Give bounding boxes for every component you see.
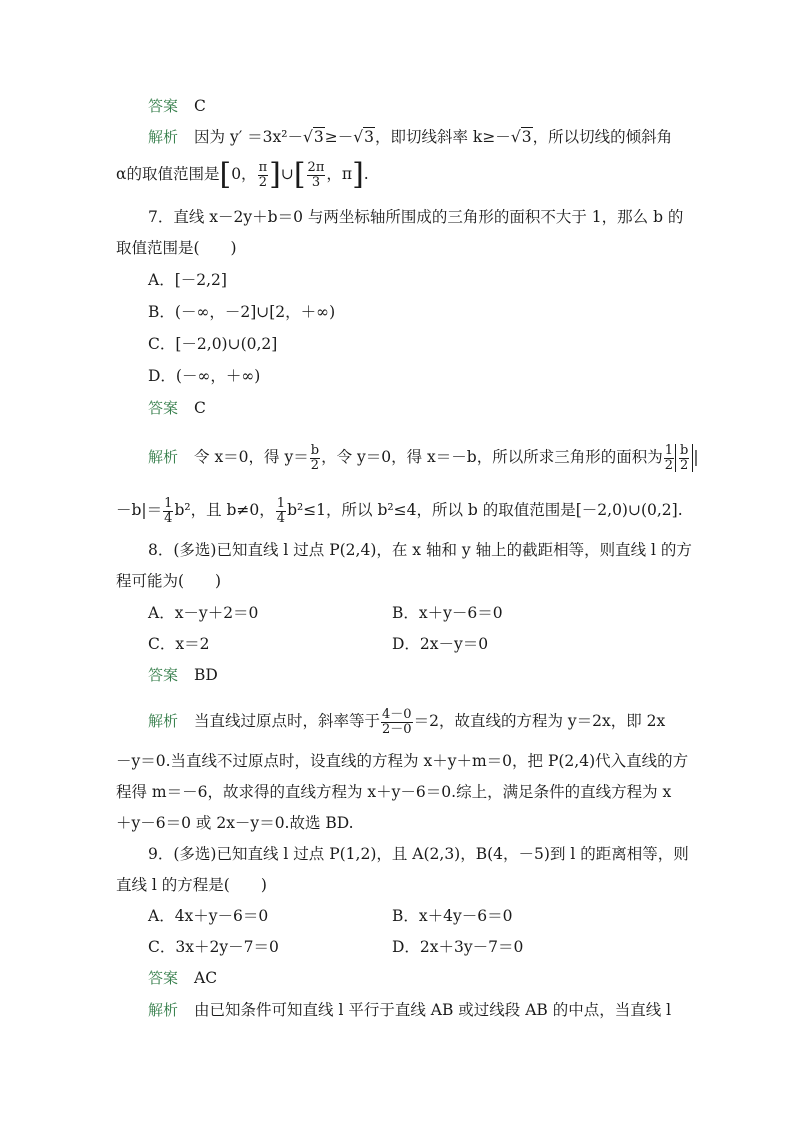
q7-option-d: D．(－∞，＋∞): [148, 367, 261, 385]
q8-option-d: D．2x－y＝0: [392, 635, 489, 653]
q8-option-a: A．x－y＋2＝0: [148, 604, 259, 622]
fraction: $\frac{1}{4}$: [276, 496, 286, 526]
sqrt-radicand: 3: [313, 128, 324, 146]
q8-analysis-line-2: －y＝0.当直线不过原点时，设直线的方程为 x＋y＋m＝0，把 P(2,4)代入直线的方: [116, 752, 689, 770]
analysis-text: －b|＝: [116, 501, 163, 520]
analysis-text: b²≤1，所以 b²≤4，所以 b 的取值范围是[－2,0)∪(0,2].: [287, 501, 683, 520]
analysis-text: ＝2，故直线的方程为 y＝2x，即 2x: [413, 712, 666, 731]
analysis-text: α的取值范围是: [116, 165, 220, 183]
analysis-text: .: [363, 165, 369, 183]
fraction: $\frac{\pi}{2}$: [258, 159, 268, 190]
bracket: [: [293, 157, 306, 192]
q7-stem-line-1: 7．直线 x－2y＋b＝0 与两坐标轴所围成的三角形的面积不大于 1，那么 b 的: [148, 208, 684, 226]
fraction: $\frac{2\pi}{3}$: [307, 159, 325, 190]
analysis-text: ，即切线斜率 k≥－: [375, 128, 511, 146]
q8-analysis-line-3: 程得 m＝－6，故求得的直线方程为 x＋y－6＝0.综上，满足条件的直线方程为 x: [116, 783, 672, 801]
fraction: $\frac{4-0}{2-0}$: [382, 707, 412, 737]
q8-option-c: C．x＝2: [148, 635, 210, 653]
q9-answer-line: [148, 971, 217, 987]
analysis-text: 当直线过原点时，斜率等于: [194, 712, 381, 731]
answer-label: 答案: [148, 666, 179, 684]
analysis-text: ，所以切线的倾斜角: [532, 128, 673, 146]
analysis-label: 解析: [148, 448, 179, 467]
absolute-value: [675, 444, 693, 472]
union-symbol: ∪: [280, 165, 294, 183]
q7-stem-line-2: 取值范围是( ): [116, 239, 237, 257]
q6-answer-line: [148, 99, 206, 115]
q9-stem-line-1: 9．(多选)已知直线 l 过点 P(1,2)，且 A(2,3)，B(4，－5)到 l 的距离相等，则: [148, 845, 689, 863]
q8-options-row-1: [148, 606, 258, 622]
q9-option-d: D．2x＋3y－7＝0: [392, 938, 524, 956]
answer-label: 答案: [148, 969, 179, 987]
q8-stem-line-2: 程可能为( ): [116, 572, 222, 590]
q7-answer-line: [148, 401, 206, 417]
analysis-text: 因为 y′ ＝3x²－: [194, 128, 303, 146]
q9-option-c: C．3x＋2y－7＝0: [148, 938, 279, 956]
sqrt-sign: √: [302, 128, 313, 146]
answer-value: AC: [194, 969, 218, 987]
analysis-text: 由已知条件可知直线 l 平行于直线 AB 或过线段 AB 的中点，当直线 l: [194, 1001, 672, 1019]
q7-analysis-line-2: [116, 497, 683, 525]
sqrt-radicand: 3: [521, 128, 532, 146]
q7-option-b: B．(－∞，－2]∪[2，＋∞): [148, 303, 336, 321]
sqrt-radicand: 3: [364, 128, 374, 146]
fraction: $\frac{b}{2}$: [310, 443, 320, 473]
answer-label: 答案: [148, 97, 179, 115]
answer-value: C: [194, 97, 206, 115]
q6-analysis-line-1: [148, 130, 672, 146]
analysis-text: ≥－: [324, 128, 354, 146]
analysis-label: 解析: [148, 128, 179, 146]
q8-option-b: B．x＋y－6＝0: [392, 604, 503, 622]
fraction: $\frac{1}{2}$: [664, 443, 673, 473]
q9-stem-line-2: 直线 l 的方程是( ): [116, 876, 267, 894]
q8-stem-line-1: 8．(多选)已知直线 l 过点 P(2,4)，在 x 轴和 y 轴上的截距相等，则直线 l 的方: [148, 541, 692, 559]
answer-label: 答案: [148, 399, 179, 417]
answer-value: C: [194, 399, 206, 417]
bracket: ]: [352, 157, 364, 192]
q6-analysis-line-2: [116, 157, 369, 192]
q8-answer-line: [148, 668, 218, 684]
q7-option-c: C．[－2,0)∪(0,2]: [148, 335, 278, 353]
q7-analysis-line-1: [148, 444, 699, 472]
fraction: $\frac{1}{4}$: [164, 496, 173, 526]
analysis-text: 令 x＝0，得 y＝: [194, 448, 309, 467]
q8-analysis-line-4: ＋y－6＝0 或 2x－y＝0.故选 BD.: [116, 814, 354, 832]
answer-value: BD: [194, 666, 218, 684]
analysis-label: 解析: [148, 712, 179, 731]
bracket: ]: [269, 157, 281, 192]
analysis-text: |: [693, 448, 699, 467]
q9-option-a: A．4x＋y－6＝0: [148, 907, 269, 925]
sqrt-sign: √: [353, 128, 364, 146]
q7-option-a: A．[－2,2]: [148, 271, 227, 289]
analysis-text: ，π: [326, 165, 353, 183]
q9-option-b: B．x＋4y－6＝0: [392, 907, 513, 925]
analysis-text: ，令 y＝0，得 x＝－b，所以所求三角形的面积为: [321, 448, 663, 467]
q8-analysis-line-1: [148, 708, 665, 736]
fraction: $\frac{b}{2}$: [679, 443, 689, 473]
sqrt-sign: √: [510, 128, 521, 146]
bracket: [: [219, 157, 232, 192]
q9-analysis-line-1: [148, 1003, 671, 1019]
analysis-text: b²，且 b≠0，: [174, 501, 275, 520]
analysis-label: 解析: [148, 1001, 179, 1019]
analysis-text: 0，: [231, 165, 257, 183]
